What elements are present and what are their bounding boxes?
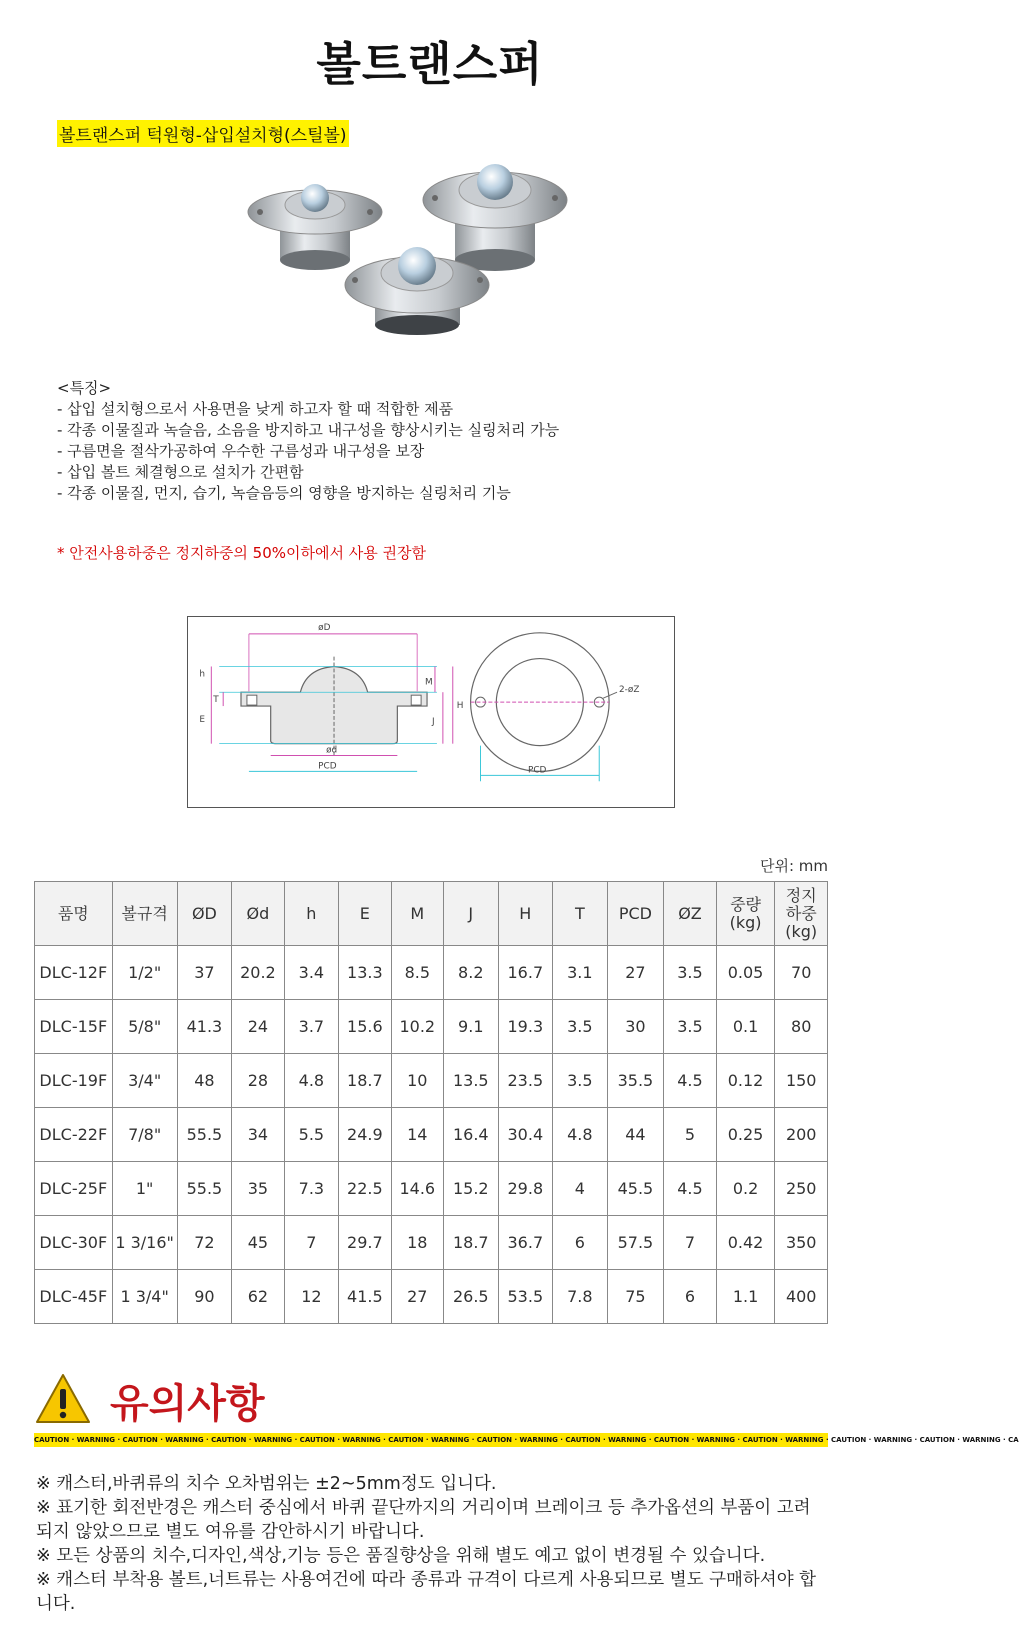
ball-transfer-unit-left xyxy=(248,184,382,270)
dim-label-h: h xyxy=(199,669,206,680)
table-cell: 45.5 xyxy=(607,1162,664,1216)
page-title: 볼트랜스퍼 xyxy=(316,37,544,91)
table-cell: 5.5 xyxy=(284,1108,339,1162)
table-cell: 1.1 xyxy=(716,1270,775,1324)
dim-label-pcd-top: PCD xyxy=(527,765,547,776)
table-cell: 57.5 xyxy=(607,1216,664,1270)
table-cell: 8.5 xyxy=(391,946,443,1000)
table-header-cell: H xyxy=(498,882,553,946)
table-cell: DLC-15F xyxy=(35,1000,113,1054)
table-cell: 37 xyxy=(177,946,232,1000)
table-cell: 19.3 xyxy=(498,1000,553,1054)
table-cell: 4 xyxy=(553,1162,608,1216)
table-cell: 10 xyxy=(391,1054,443,1108)
dim-label-t: T xyxy=(213,695,219,706)
table-row xyxy=(35,1216,828,1270)
table-cell: 13.3 xyxy=(339,946,391,1000)
table-header-cell: 정지 하중 (kg) xyxy=(775,882,828,946)
table-row xyxy=(35,1054,828,1108)
note-item: ※ 표기한 회전반경은 캐스터 중심에서 바퀴 끝단까지의 거리이며 브레이크 등 추가옵션의 부품이 고려되지 않았으므로 별도 여유를 감안하시기 바랍니다. xyxy=(36,1498,811,1542)
table-cell: 41.5 xyxy=(339,1270,391,1324)
table-row xyxy=(35,1108,828,1162)
table-header-cell: 품명 xyxy=(35,882,113,946)
table-cell: 35.5 xyxy=(607,1054,664,1108)
table-cell: 0.12 xyxy=(716,1054,775,1108)
table-cell: 53.5 xyxy=(498,1270,553,1324)
notes-list xyxy=(36,1472,826,1616)
table-cell: 34 xyxy=(232,1108,284,1162)
table-cell: 350 xyxy=(775,1216,828,1270)
table-cell: 10.2 xyxy=(391,1000,443,1054)
table-cell: 15.6 xyxy=(339,1000,391,1054)
table-cell: 24.9 xyxy=(339,1108,391,1162)
table-cell: 20.2 xyxy=(232,946,284,1000)
note-item: ※ 캐스터,바퀴류의 치수 오차범위는 ±2~5mm정도 입니다. xyxy=(36,1474,497,1494)
table-cell: 0.1 xyxy=(716,1000,775,1054)
feature-item: - 구름면을 절삭가공하여 우수한 구름성과 내구성을 보장 xyxy=(57,442,425,460)
table-cell: 80 xyxy=(775,1000,828,1054)
note-item: ※ 캐스터 부착용 볼트,너트류는 사용여건에 따라 종류과 규격이 다르게 사용되므로 별도 구매하셔야 합니다. xyxy=(36,1570,817,1614)
table-header-cell: T xyxy=(553,882,608,946)
table-cell: 7/8" xyxy=(112,1108,177,1162)
table-cell: 27 xyxy=(607,946,664,1000)
table-cell: 75 xyxy=(607,1270,664,1324)
table-cell: 0.05 xyxy=(716,946,775,1000)
table-cell: 29.7 xyxy=(339,1216,391,1270)
table-cell: 0.42 xyxy=(716,1216,775,1270)
table-cell: 3.4 xyxy=(284,946,339,1000)
table-cell: DLC-30F xyxy=(35,1216,113,1270)
table-cell: 15.2 xyxy=(444,1162,499,1216)
table-header-cell: J xyxy=(444,882,499,946)
dim-label-m: M xyxy=(425,677,433,688)
table-cell: 7 xyxy=(284,1216,339,1270)
table-cell: 200 xyxy=(775,1108,828,1162)
table-cell: 12 xyxy=(284,1270,339,1324)
table-cell: 1/2" xyxy=(112,946,177,1000)
table-cell: 26.5 xyxy=(444,1270,499,1324)
table-cell: 4.8 xyxy=(553,1108,608,1162)
table-cell: 35 xyxy=(232,1162,284,1216)
table-cell: 4.8 xyxy=(284,1054,339,1108)
dim-label-hh: H xyxy=(456,701,464,712)
table-cell: 41.3 xyxy=(177,1000,232,1054)
table-row xyxy=(35,1000,828,1054)
table-header-cell: ØZ xyxy=(664,882,716,946)
table-cell: DLC-12F xyxy=(35,946,113,1000)
safety-note: * 안전사용하중은 정지하중의 50%이하에서 사용 권장함 xyxy=(57,544,426,562)
table-header-cell: E xyxy=(339,882,391,946)
features-heading: <특징> xyxy=(57,379,112,397)
table-cell: 36.7 xyxy=(498,1216,553,1270)
table-cell: 28 xyxy=(232,1054,284,1108)
table-header-cell: Ød xyxy=(232,882,284,946)
table-cell: 24 xyxy=(232,1000,284,1054)
table-cell: 5/8" xyxy=(112,1000,177,1054)
warning-triangle-icon xyxy=(34,1372,92,1426)
table-cell: 3.7 xyxy=(284,1000,339,1054)
table-cell: 30.4 xyxy=(498,1108,553,1162)
caution-title: 유의사항 xyxy=(110,1381,265,1427)
table-cell: 48 xyxy=(177,1054,232,1108)
unit-label: 단위: mm xyxy=(759,857,828,875)
caution-tape: CAUTION · WARNING · CAUTION · WARNING · CAUTION · WARNING · CAUTION · WARNING · CAUTION · WARNING · CAUTION · WARNING · CAUTION · WARNING · CAUTION · WARNING · CAUTION · WARNING · CAUTION · WARNING · CAUTION · WARNING · CA xyxy=(34,1433,828,1447)
dim-label-od: øD xyxy=(318,622,331,633)
table-cell: DLC-19F xyxy=(35,1054,113,1108)
table-cell: 8.2 xyxy=(444,946,499,1000)
dimension-diagram xyxy=(187,616,675,808)
table-header-cell: h xyxy=(284,882,339,946)
table-cell: 150 xyxy=(775,1054,828,1108)
table-cell: 18 xyxy=(391,1216,443,1270)
table-cell: 3.5 xyxy=(664,946,716,1000)
table-cell: 1" xyxy=(112,1162,177,1216)
table-row xyxy=(35,1270,828,1324)
table-cell: 44 xyxy=(607,1108,664,1162)
table-cell: 90 xyxy=(177,1270,232,1324)
table-cell: 62 xyxy=(232,1270,284,1324)
table-cell: 1 3/4" xyxy=(112,1270,177,1324)
table-cell: 22.5 xyxy=(339,1162,391,1216)
table-cell: 14 xyxy=(391,1108,443,1162)
table-cell: 72 xyxy=(177,1216,232,1270)
table-cell: 400 xyxy=(775,1270,828,1324)
feature-item: - 삽입 설치형으로서 사용면을 낮게 하고자 할 때 적합한 제품 xyxy=(57,400,454,418)
table-cell: DLC-22F xyxy=(35,1108,113,1162)
table-cell: 70 xyxy=(775,946,828,1000)
table-cell: 1 3/16" xyxy=(112,1216,177,1270)
dim-label-e: E xyxy=(199,714,206,725)
table-cell: 18.7 xyxy=(339,1054,391,1108)
table-cell: 55.5 xyxy=(177,1108,232,1162)
table-cell: 3/4" xyxy=(112,1054,177,1108)
feature-item: - 삽입 볼트 체결형으로 설치가 간편함 xyxy=(57,463,304,481)
table-row xyxy=(35,946,828,1000)
table-cell: 5 xyxy=(664,1108,716,1162)
table-cell: 3.5 xyxy=(553,1054,608,1108)
table-cell: 29.8 xyxy=(498,1162,553,1216)
table-header-cell: ØD xyxy=(177,882,232,946)
table-cell: 27 xyxy=(391,1270,443,1324)
table-cell: 16.4 xyxy=(444,1108,499,1162)
table-cell: 3.1 xyxy=(553,946,608,1000)
table-cell: 0.2 xyxy=(716,1162,775,1216)
table-cell: 6 xyxy=(664,1270,716,1324)
table-cell: 18.7 xyxy=(444,1216,499,1270)
spec-table xyxy=(34,881,828,1324)
feature-item: - 각종 이물질, 먼지, 습기, 녹슬음등의 영향을 방지하는 실링처리 기능 xyxy=(57,484,511,502)
table-cell: 14.6 xyxy=(391,1162,443,1216)
table-header-cell: 볼규격 xyxy=(112,882,177,946)
table-cell: 55.5 xyxy=(177,1162,232,1216)
top-view xyxy=(471,633,617,781)
table-cell: 13.5 xyxy=(444,1054,499,1108)
features-list xyxy=(57,378,559,504)
table-cell: 0.25 xyxy=(716,1108,775,1162)
ball-transfer-unit-right xyxy=(423,164,567,271)
table-header-cell: 중량 (kg) xyxy=(716,882,775,946)
table-cell: 23.5 xyxy=(498,1054,553,1108)
table-cell: 3.5 xyxy=(664,1000,716,1054)
table-row xyxy=(35,1162,828,1216)
table-cell: 4.5 xyxy=(664,1162,716,1216)
table-cell: 4.5 xyxy=(664,1054,716,1108)
dim-label-pcd: PCD xyxy=(318,761,337,772)
product-subtitle: 볼트랜스퍼 턱원형-삽입설치형(스틸볼) xyxy=(57,120,349,147)
note-item: ※ 모든 상품의 치수,디자인,색상,기능 등은 품질향상을 위해 별도 예고 없이 변경될 수 있습니다. xyxy=(36,1546,766,1566)
dim-label-id: ød xyxy=(326,745,338,756)
dim-label-j: J xyxy=(431,716,435,727)
table-header-cell: M xyxy=(391,882,443,946)
table-cell: 7 xyxy=(664,1216,716,1270)
table-cell: 45 xyxy=(232,1216,284,1270)
table-cell: DLC-25F xyxy=(35,1162,113,1216)
table-header-cell: PCD xyxy=(607,882,664,946)
dim-label-hole: 2-øZ xyxy=(619,685,640,696)
table-cell: 250 xyxy=(775,1162,828,1216)
table-cell: 7.3 xyxy=(284,1162,339,1216)
table-cell: 16.7 xyxy=(498,946,553,1000)
feature-item: - 각종 이물질과 녹슬음, 소음을 방지하고 내구성을 향상시키는 실링처리 가능 xyxy=(57,421,560,439)
table-cell: 30 xyxy=(607,1000,664,1054)
table-cell: 6 xyxy=(553,1216,608,1270)
table-cell: DLC-45F xyxy=(35,1270,113,1324)
table-header-row xyxy=(35,882,828,946)
table-cell: 3.5 xyxy=(553,1000,608,1054)
table-cell: 7.8 xyxy=(553,1270,608,1324)
table-cell: 9.1 xyxy=(444,1000,499,1054)
